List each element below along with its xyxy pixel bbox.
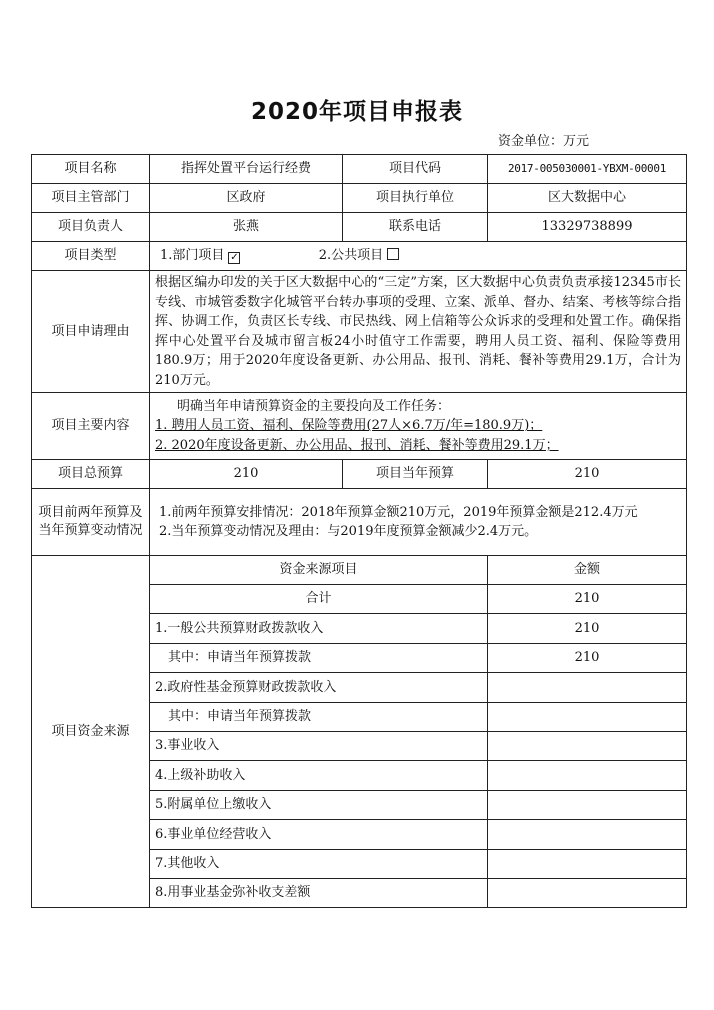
- funding-amount: 210: [488, 614, 687, 643]
- currency-unit: 资金单位：万元: [498, 134, 590, 149]
- funding-amount: [488, 790, 687, 819]
- funding-amount: [488, 878, 687, 907]
- content-item-1: 1. 聘用人员工资、福利、保险等费用(27人×6.7万/年=180.9万)；: [155, 418, 543, 434]
- label-project-name: 项目名称: [32, 155, 150, 184]
- funding-amount: 210: [488, 643, 687, 672]
- label-project-type: 项目类型: [32, 242, 150, 271]
- value-project-name: 指挥处置平台运行经费: [150, 155, 343, 184]
- row-funding-header: [32, 556, 687, 585]
- row-budget-change: [32, 489, 687, 556]
- funding-amount: [488, 702, 687, 731]
- value-supervising-dept: 区政府: [150, 184, 343, 213]
- funding-source-name: 7.其他收入: [150, 849, 488, 878]
- value-current-year-budget: 210: [488, 460, 687, 489]
- value-project-leader: 张燕: [150, 213, 343, 242]
- checkbox-public-project[interactable]: [387, 248, 399, 260]
- funding-source-name: 其中：申请当年预算拨款: [150, 702, 488, 731]
- row-application-reason: [32, 271, 687, 393]
- row-department: [32, 184, 687, 213]
- label-phone: 联系电话: [343, 213, 488, 242]
- funding-amount: [488, 673, 687, 702]
- row-project-type: [32, 242, 687, 271]
- funding-source-name: 4.上级补助收入: [150, 761, 488, 790]
- application-form-table: [31, 154, 687, 908]
- budget-change-line-2: 2.当年预算变动情况及理由：与2019年度预算金额减少2.4万元。: [159, 524, 538, 539]
- value-application-reason: 根据区编办印发的关于区大数据中心的“三定”方案，区大数据中心负责负责承接12345市长专线、市城管委数字化城管平台转办事项的受理、立案、派单、督办、结案、考核等综合指挥、协调工作，负责区长专线、市民热线、网上信箱等公众诉求的受理和处置工作。确保指挥中心处置平台及城市留言板24小时值守工作需要，聘用人员工资、福利、保险等费用180.9万；用于2020年度设备更新、办公用品、报刊、消耗、餐补等费用29.1万，合计为210万元。: [150, 271, 687, 393]
- label-budget-change: 项目前两年预算及当年预算变动情况: [32, 489, 150, 556]
- funding-amount: [488, 849, 687, 878]
- funding-source-name: 5.附属单位上缴收入: [150, 790, 488, 819]
- funding-source-name: 1.一般公共预算财政拨款收入: [150, 614, 488, 643]
- funding-amount: [488, 761, 687, 790]
- row-main-content: [32, 393, 687, 460]
- funding-source-name: 8.用事业基金弥补收支差额: [150, 878, 488, 907]
- label-project-leader: 项目负责人: [32, 213, 150, 242]
- header-funding-amount: 金额: [488, 556, 687, 585]
- header-funding-source-item: 资金来源项目: [150, 556, 488, 585]
- checkbox-dept-project[interactable]: ✓: [230, 252, 239, 264]
- label-funding-source: 项目资金来源: [32, 556, 150, 908]
- label-supervising-dept: 项目主管部门: [32, 184, 150, 213]
- value-executing-unit: 区大数据中心: [488, 184, 687, 213]
- content-intro: 明确当年申请预算资金的主要投向及工作任务：: [177, 398, 451, 414]
- label-application-reason: 项目申请理由: [32, 271, 150, 393]
- funding-amount: [488, 731, 687, 760]
- project-type-options: [150, 242, 687, 271]
- value-phone: 13329738899: [488, 213, 687, 242]
- option-public-project-label: 2.公共项目: [318, 248, 384, 264]
- funding-amount: 210: [488, 585, 687, 614]
- funding-source-name: 2.政府性基金预算财政拨款收入: [150, 673, 488, 702]
- label-project-code: 项目代码: [343, 155, 488, 184]
- funding-source-name: 合计: [150, 585, 488, 614]
- option-dept-project-label: 1.部门项目: [160, 248, 225, 264]
- value-project-code: 2017-005030001-YBXM-00001: [488, 155, 687, 184]
- label-main-content: 项目主要内容: [32, 393, 150, 460]
- form-title: 2020年项目申报表: [250, 99, 463, 125]
- funding-source-name: 6.事业单位经营收入: [150, 820, 488, 849]
- label-total-budget: 项目总预算: [32, 460, 150, 489]
- funding-source-name: 其中：申请当年预算拨款: [150, 643, 488, 672]
- funding-source-name: 3.事业收入: [150, 731, 488, 760]
- label-current-year-budget: 项目当年预算: [343, 460, 488, 489]
- row-contact: [32, 213, 687, 242]
- row-budget: [32, 460, 687, 489]
- value-budget-change: [150, 489, 687, 556]
- label-executing-unit: 项目执行单位: [343, 184, 488, 213]
- content-item-2: 2. 2020年度设备更新、办公用品、报刊、消耗、餐补等费用29.1万；: [155, 437, 559, 453]
- value-total-budget: 210: [150, 460, 343, 489]
- funding-amount: [488, 820, 687, 849]
- value-main-content: [150, 393, 687, 460]
- row-project-name: [32, 155, 687, 184]
- budget-change-line-1: 1.前两年预算安排情况：2018年预算金额210万元，2019年预算金额是212.4万元: [159, 504, 638, 520]
